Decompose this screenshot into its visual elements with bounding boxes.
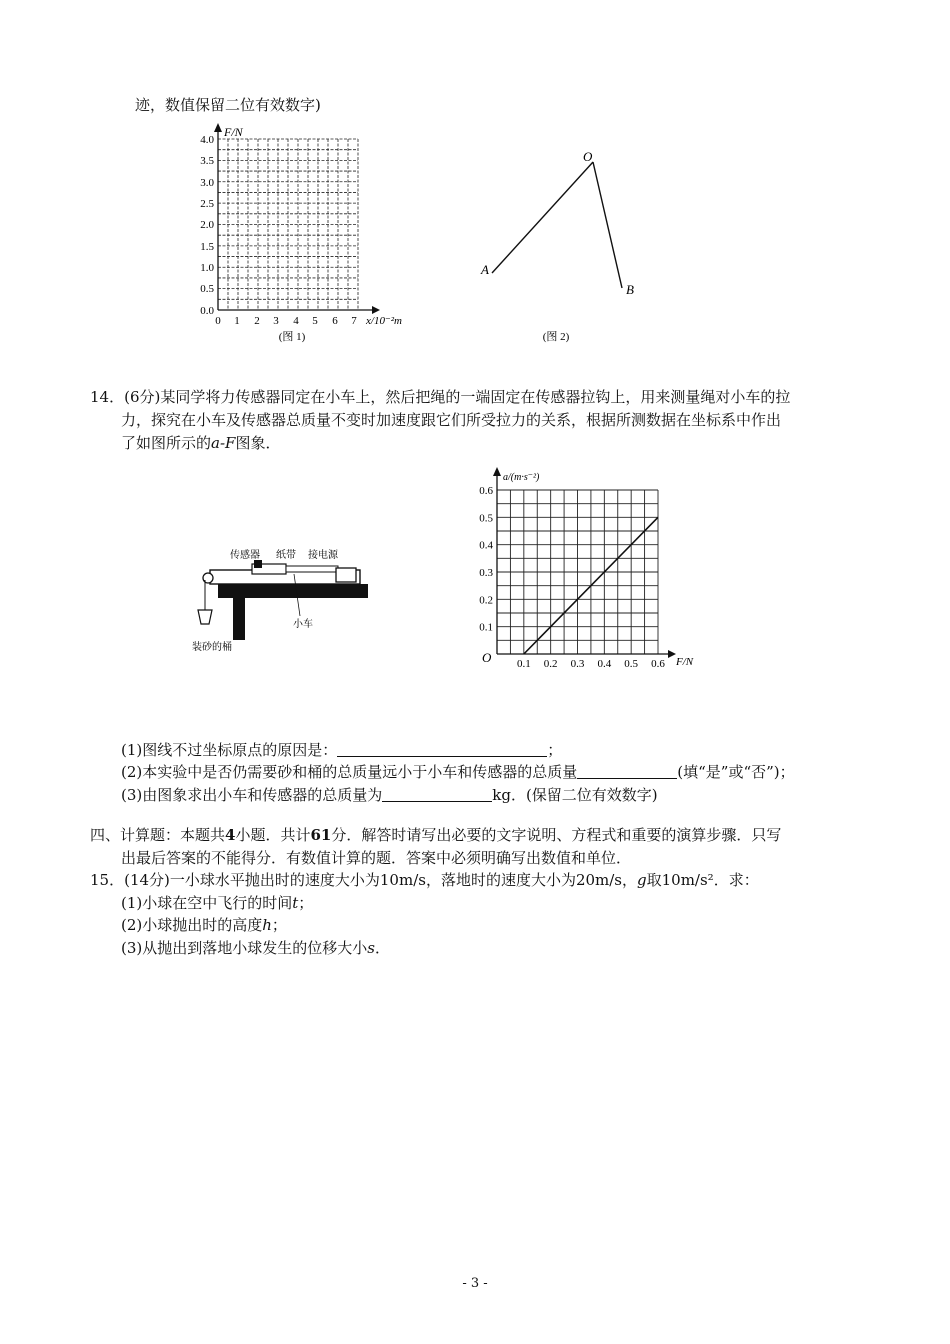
q14-line3: 了如图所示的a-F图象．	[121, 434, 281, 452]
figure-1-caption: (图 1)	[278, 331, 306, 343]
section4-line2: 出最后答案的不能得分．有数值计算的题．答案中必须明确写出数值和单位．	[121, 849, 632, 867]
section4-line1: 四、计算题：本题共4小题．共计61分．解答时请写出必要的文字说明、方程式和重要的演算步骤．只写	[90, 826, 782, 844]
x-tick-label: 0.2	[543, 658, 558, 670]
x-tick-label: 0.5	[624, 658, 639, 670]
x-tick-label: 7	[351, 315, 357, 327]
x-tick-label: 0.1	[516, 658, 531, 670]
y-tick-label: 0.2	[479, 594, 493, 607]
label-o: O	[583, 149, 593, 164]
bucket-icon	[198, 610, 212, 624]
q14-sub1: (1)图线不过坐标原点的原因是： ；	[121, 741, 563, 759]
q14-line2: 力，探究在小车及传感器总质量不变时加速度跟它们所受拉力的关系，根据所测数据在坐标系中作出	[121, 411, 782, 429]
figure-2-diagram	[470, 140, 650, 350]
y-tick-label: 2.5	[200, 198, 214, 210]
page-number: - 3 -	[462, 1276, 488, 1291]
x-tick-label: 3	[273, 315, 279, 327]
y-tick-label: 0.4	[479, 539, 493, 552]
timer	[336, 568, 356, 582]
x-tick-label: 0	[215, 315, 221, 327]
y-tick-label: 0.1	[479, 621, 493, 634]
table-leg	[233, 598, 245, 640]
answer-blank-1[interactable]	[337, 742, 547, 757]
q15-sub3: (3)从抛出到落地小球发生的位移大小s．	[121, 939, 390, 957]
y-tick-label: 3.0	[200, 177, 214, 189]
y-tick-label: 0.5	[200, 283, 214, 295]
q14-line1: 14．(6分)某同学将力传感器同定在小车上，然后把绳的一端固定在传感器拉钩上，用来测量绳对小车的拉	[90, 388, 791, 406]
y-tick-label: 1.5	[200, 241, 214, 253]
answer-blank-3[interactable]	[382, 787, 492, 802]
apparatus-illustration	[190, 540, 375, 660]
q15-sub2: (2)小球抛出时的高度h；	[121, 916, 287, 934]
label-a: A	[481, 262, 489, 277]
x-tick-label: 6	[332, 315, 338, 327]
y-tick-label: 0.0	[200, 305, 214, 317]
y-tick-label: 3.5	[200, 155, 214, 167]
x-tick-label: 0.3	[570, 658, 585, 670]
q14-sub3: (3)由图象求出小车和传感器的总质量为 kg．(保留二位有效数字)	[121, 786, 658, 804]
paper-tape	[286, 566, 338, 572]
line-ob	[593, 162, 622, 288]
x-tick-label: 0.6	[651, 658, 665, 670]
af-chart	[470, 462, 710, 672]
answer-blank-2[interactable]	[577, 764, 677, 779]
figure-1-grid	[180, 120, 430, 350]
figure-2-caption: (图 2)	[542, 331, 570, 343]
y-axis-label: F/N	[224, 125, 243, 139]
label-bucket: 装砂的桶	[192, 642, 232, 653]
q15-line1: 15．(14分)一小球水平抛出时的速度大小为10m/s，落地时的速度大小为20m/s，g取10m/s²．求：	[90, 871, 759, 889]
y-tick-label: 0.5	[479, 512, 493, 525]
sensor-hook	[254, 560, 262, 568]
label-tape: 纸带	[276, 550, 296, 561]
af-y-axis-arrow-icon	[493, 467, 501, 476]
af-y-axis-label: a/(m·s⁻²)	[503, 472, 540, 483]
continuation-text: 迹，数值保留二位有效数字)	[135, 96, 321, 114]
x-tick-label: 0.4	[597, 658, 612, 670]
label-cart: 小车	[293, 619, 313, 630]
x-tick-label: 5	[312, 315, 318, 327]
y-axis-arrow-icon	[214, 123, 222, 132]
x-axis-label: x/10⁻²m	[366, 315, 402, 327]
y-tick-label: 0.6	[479, 485, 493, 497]
table-edge	[218, 584, 368, 598]
y-tick-label: 2.0	[200, 219, 214, 231]
x-tick-label: 1	[234, 315, 240, 327]
q14-sub2: (2)本实验中是否仍需要砂和桶的总质量远小于小车和传感器的总质量 (填“是”或“否”)；	[121, 763, 795, 781]
y-tick-label: 0.3	[479, 567, 493, 579]
y-tick-label: 4.0	[200, 134, 214, 146]
label-power: 接电源	[308, 550, 338, 561]
label-b: B	[626, 282, 634, 297]
line-oa	[492, 162, 593, 273]
label-sensor: 传感器	[230, 550, 260, 561]
af-x-axis-arrow-icon	[668, 650, 676, 658]
q15-sub1: (1)小球在空中飞行的时间t；	[121, 894, 314, 912]
x-axis-arrow-icon	[372, 306, 380, 314]
af-origin-label: O	[482, 650, 492, 665]
y-tick-label: 1.0	[200, 262, 214, 274]
af-x-axis-label: F/N	[676, 656, 694, 668]
x-tick-label: 4	[293, 315, 299, 327]
x-tick-label: 2	[254, 315, 260, 327]
